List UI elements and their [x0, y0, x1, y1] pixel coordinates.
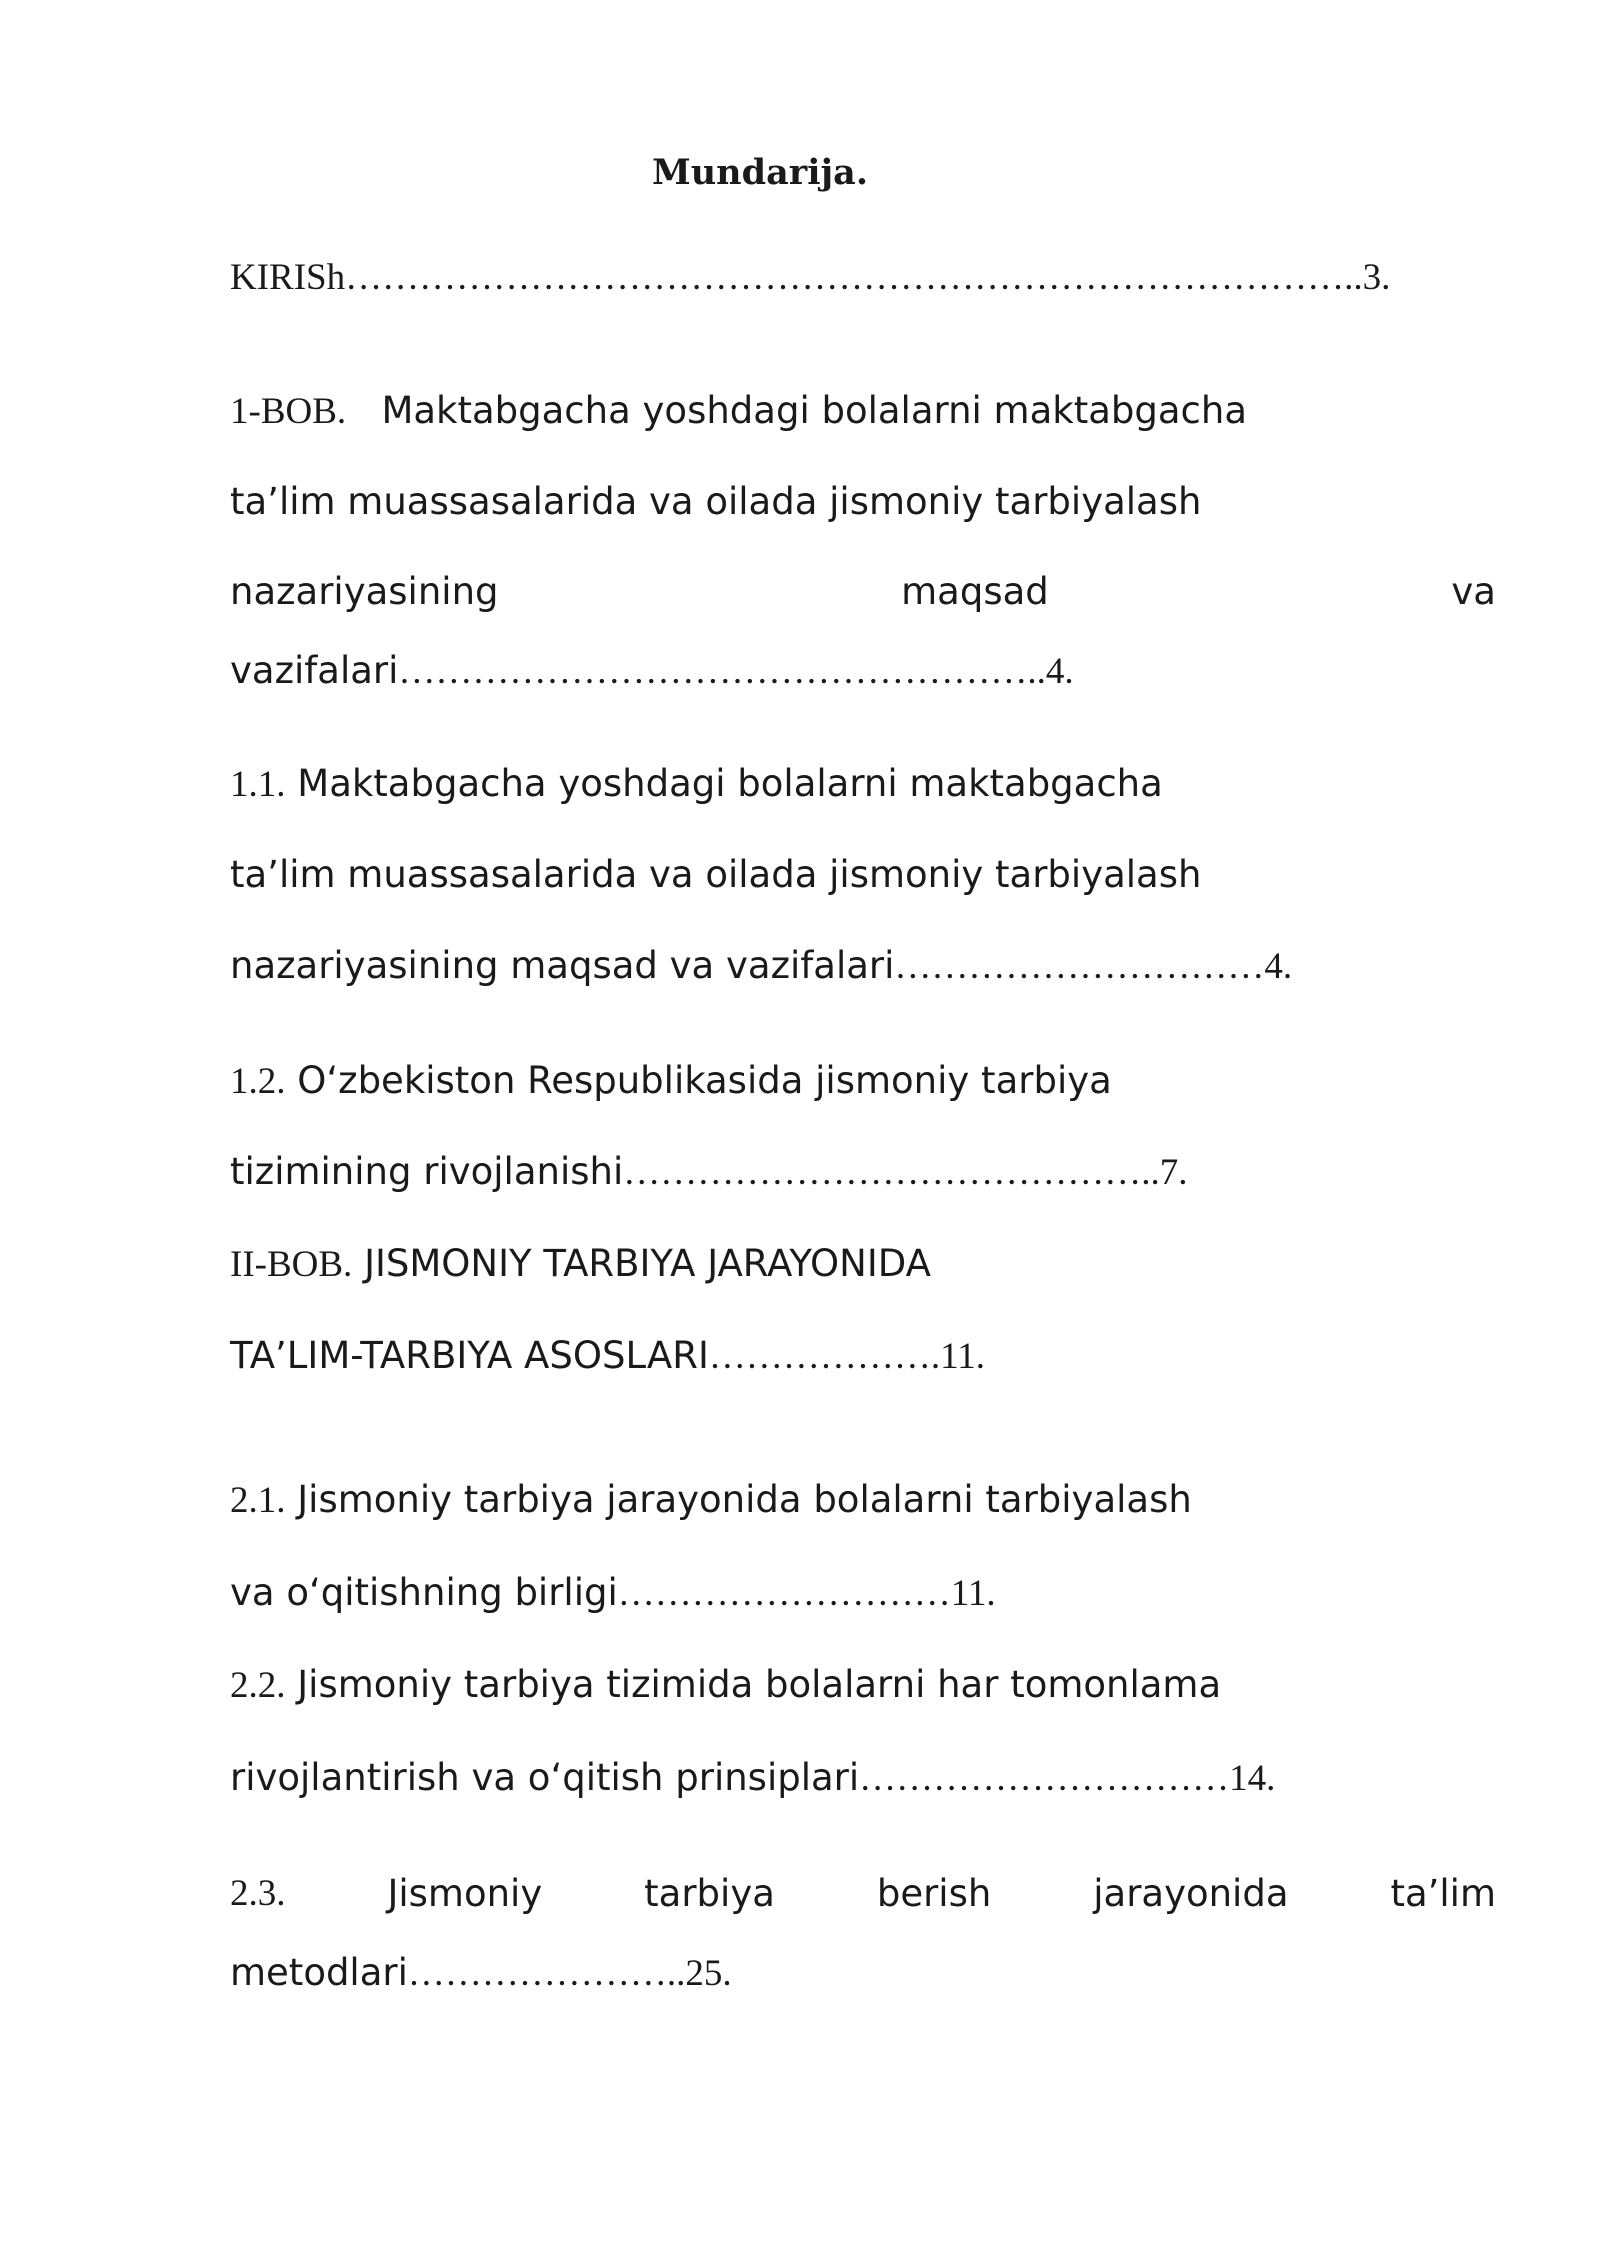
toc-entry-bob2-line2 [230, 1334, 985, 1379]
toc-number: 1.2. [230, 1061, 286, 1102]
toc-entry-bob1-line2 [230, 480, 1201, 524]
toc-page-number: 4. [1264, 946, 1293, 987]
toc-text: O‘zbekiston Respublikasida jismoniy tarbiya [297, 1059, 1112, 1102]
toc-text: nazariyasining maqsad va vazifalari [230, 944, 895, 987]
toc-leader: ………………. [708, 1336, 941, 1377]
toc-word: maqsad [901, 570, 1049, 613]
toc-entry-bob2-line1 [230, 1242, 931, 1287]
toc-word: tarbiya [644, 1872, 775, 1915]
toc-leader: …………………………………………….. [398, 651, 1046, 692]
toc-text: Maktabgacha yoshdagi bolalarni maktabgacha [381, 389, 1247, 432]
toc-word: nazariyasining [230, 570, 499, 613]
toc-entry-2-1-line1 [230, 1478, 1192, 1523]
toc-text: rivojlantirish va o‘qitish prinsiplari [230, 1756, 860, 1799]
toc-entry-2-3-line2 [230, 1951, 732, 1996]
toc-text: JISMONIY TARBIYA JARAYONIDA [364, 1242, 931, 1285]
toc-text: Jismoniy tarbiya tizimida bolalarni har tomonlama [297, 1663, 1222, 1706]
toc-page-number: 25. [685, 1953, 732, 1994]
toc-leader: ……………………………………………………………………….. [345, 257, 1363, 298]
toc-text: Jismoniy tarbiya jarayonida bolalarni tarbiyalash [297, 1478, 1192, 1521]
toc-word: jarayonida [1093, 1872, 1289, 1915]
toc-number: 2.2. [230, 1665, 286, 1706]
toc-label: KIRISh [230, 257, 346, 298]
toc-number: 1-BOB. [230, 391, 347, 432]
toc-text: va o‘qitishning birligi [230, 1571, 618, 1614]
toc-text: TA’LIM-TARBIYA ASOSLARI [230, 1334, 709, 1377]
toc-page-number: 14. [1229, 1758, 1276, 1799]
toc-text: ta’lim muassasalarida va oilada jismoniy tarbiyalash [230, 853, 1202, 896]
toc-entry-bob1-line3 [230, 570, 1496, 614]
toc-word: Jismoniy [387, 1872, 543, 1915]
toc-text: ta’lim muassasalarida va oilada jismoniy tarbiyalash [230, 480, 1202, 523]
toc-word: ta’lim [1390, 1872, 1496, 1915]
toc-entry-2-1-line2 [230, 1571, 996, 1616]
page-title: Mundarija. [651, 152, 869, 193]
toc-number: II-BOB. [230, 1244, 353, 1285]
toc-number: 1.1. [230, 764, 286, 805]
toc-text: vazifalari [230, 649, 399, 692]
toc-entry-1-1-line2 [230, 853, 1201, 897]
toc-leader: …………………………………….. [623, 1152, 1160, 1193]
toc-entry-2-2-line2 [230, 1756, 1275, 1801]
toc-text: tizimining rivojlanishi [230, 1150, 624, 1193]
toc-page-number: 4. [1045, 651, 1074, 692]
toc-entry-bob1-line1 [230, 389, 1247, 434]
toc-page-number: 7. [1159, 1152, 1188, 1193]
toc-leader: ……………………… [617, 1573, 951, 1614]
toc-word: berish [876, 1872, 992, 1915]
toc-entry-kirish [230, 255, 1390, 300]
toc-page-number: 11. [950, 1573, 996, 1614]
toc-entry-bob1-line4 [230, 649, 1074, 694]
toc-leader: ………………………… [894, 946, 1265, 987]
toc-entry-1-1-line3 [230, 944, 1292, 989]
toc-word: va [1451, 570, 1496, 613]
toc-entry-2-2-line1 [230, 1663, 1221, 1708]
toc-leader: ………………………… [859, 1758, 1230, 1799]
toc-entry-1-1-line1 [230, 762, 1163, 807]
toc-entry-1-2-line1 [230, 1059, 1112, 1104]
toc-entry-2-3-line1 [230, 1872, 1496, 1916]
toc-number: 2.3. [230, 1873, 286, 1914]
toc-text: metodlari [230, 1951, 408, 1994]
toc-number: 2.1. [230, 1480, 286, 1521]
toc-page-number: 11. [940, 1336, 985, 1377]
toc-entry-1-2-line2 [230, 1150, 1187, 1195]
toc-leader: ………………….. [407, 1953, 686, 1994]
toc-page-number: 3. [1362, 257, 1391, 298]
toc-text: Maktabgacha yoshdagi bolalarni maktabgacha [297, 762, 1163, 805]
